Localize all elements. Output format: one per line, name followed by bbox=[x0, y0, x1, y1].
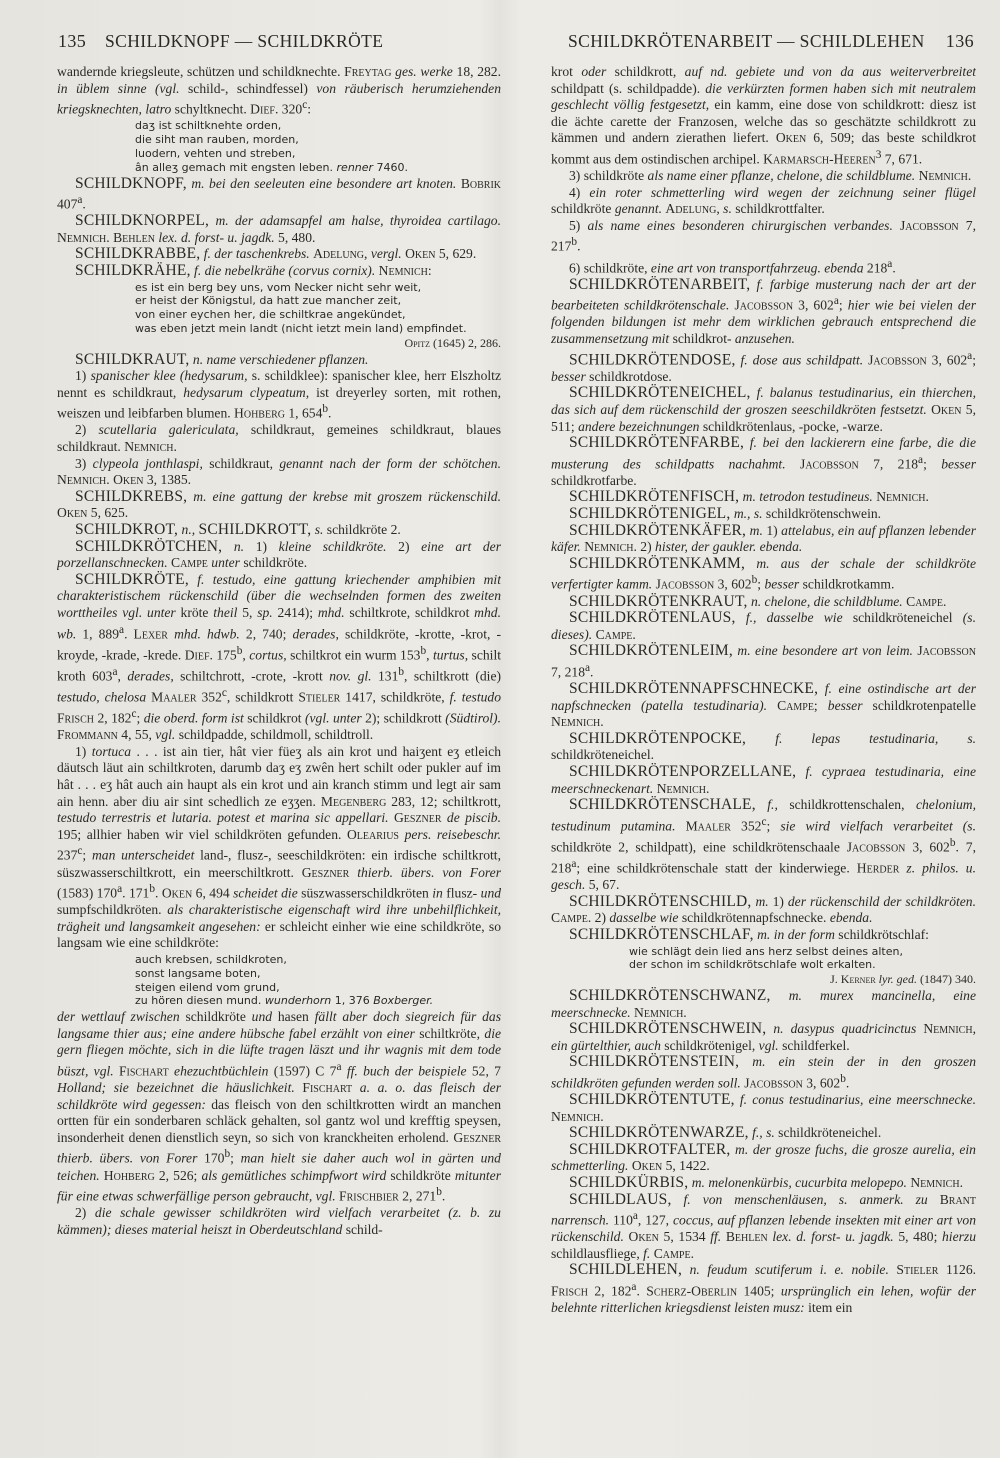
dictionary-entry: 2) die schale gewisser schildkröten wird vielfach verarbeitet (z. b. zu kämmen); dieses material heiszt in Oberdeutschland schild- bbox=[57, 1205, 501, 1237]
dictionary-entry: SCHILDKRÖTENKÄFER, m. 1) attelabus, ein auf pflanzen lebender käfer. Nemnich. 2) hister, der gaukler. ebenda. bbox=[551, 521, 976, 555]
right-page-title: SCHILDKRÖTENARBEIT — SCHILDLEHEN bbox=[568, 31, 925, 51]
left-page-header bbox=[58, 31, 498, 52]
dictionary-entry: 1) tortuca . . . ist ain tier, hât vier füeʒ als ain krot und haiʒent eʒ etleich däutsch läut ain schiltkroten, darumb daʒ eʒ zwên hert schilt oder pukler auf im hât . . . eʒ hât auch ain haupt als ein krot und ain kranch stimm und legt air sam ain henn. aber diu air sint schedlich ze eʒʒen. Megenberg 283, 12; schiltkrott, testudo terrestris et lutaria. potest et marina sic appellari. Geszner de piscib. 195; allhier haben wir viel schildkröten gefunden. Olearius pers. reisebeschr. 237$^c$; man unterscheidet land-, flusz-, seeschildkröten: ein irdische schiltkrott, süszwasserschiltkrott, ein meerschiltkrott. Geszner thierb. übers. von Forer (1583) 170$^a$. 171$^b$. Oken 6, 494 scheidet die süszwasserschildkröten in flusz- und sumpfschildkröten. als charakteristische eigenschaft wird ihre unbehilflichkeit, trägheit und langsamkeit angesehen: er schleicht einher wie eine schildkröte, so langsam wie eine schildkröte: bbox=[57, 743, 501, 951]
dictionary-entry: 6) schildkröte, eine art von transportfahrzeug. ebenda 218$^a$. bbox=[569, 257, 896, 276]
dictionary-entry: SCHILDKRÖTENSCHILD, m. 1) der rückenschild der schildkröten. Campe. 2) dasselbe wie schildkrötennapfschnecke. ebenda. bbox=[551, 892, 976, 926]
dictionary-entry: krot oder schildkrott, auf nd. gebiete und von da aus weiterverbreitet schildpatt (s. schildpadde). die verkürzten formen haben sich mit neutralem geschlecht völlig festgesetzt, ein kamm, eine dose von schildkrott: diesz ist die ächte carette der Franzosen, welche das so geschätzte schildkrott zu kämmen und andern zierathen liefert. Oken 6, 509; das beste schildkrot kommt aus dem ostindischen archipel. Karmarsch-Heeren$^3$ 7, 671. bbox=[551, 64, 976, 167]
dictionary-entry: SCHILDKRÖTENTUTE, f. conus testudinarius, eine meerschnecke. Nemnich. bbox=[551, 1091, 976, 1124]
dictionary-entry: 1) spanischer klee (hedysarum, s. schildklee): spanischer klee, herr Elszholtz nennt es schildkraut, hedysarum clypeatum, ist dreyerley sorten, mit rothen, weiszen und leibfarben blumen. Hohberg 1, 654$^b$. bbox=[57, 368, 501, 421]
quotation: auch krebsen, schildkroten, sonst langsame boten, steigen eilend vom grund, zu hören diesen mund. wunderhorn 1, 376 Boxberger. bbox=[135, 953, 434, 1008]
quotation: Opitz (1645) 2, 286. bbox=[404, 335, 501, 350]
quotation: daʒ ist schiltknehte orden, die siht man rauben, morden, luodern, vehten und streben, ân alleʒ gemach mit engsten leben. renner 7460. bbox=[135, 119, 409, 174]
dictionary-entry: SCHILDKRÖTENDOSE, f. dose aus schildpatt. Jacobsson 3, 602$^a$; besser schildkrotdose. bbox=[551, 349, 976, 384]
dictionary-entry: SCHILDKRÖTENKRAUT, n. chelone, die schildblume. Campe. bbox=[569, 592, 947, 610]
dictionary-entry: SCHILDKNOPF, m. bei den seeleuten eine besondere art knoten. Bobrik 407$^a$. bbox=[57, 174, 501, 212]
dictionary-entry: SCHILDKRABBE, f. der taschenkrebs. Adelung, vergl. Oken 5, 629. bbox=[75, 245, 477, 263]
dictionary-entry: SCHILDKRÖTENSCHLAF, m. in der form schildkrötschlaf: bbox=[569, 925, 929, 943]
dictionary-entry: SCHILDKREBS, m. eine gattung der krebse mit groszem rückenschild. Oken 5, 625. bbox=[57, 487, 501, 521]
dictionary-entry: wandernde kriegsleute, schützen und schildknechte. Freytag ges. werke 18, 282. in üblem sinne (vgl. schild-, schindfessel) von räuberisch herumziehenden kriegsknechten, latro schyltknecht. Dief. 320$^c$: bbox=[57, 64, 501, 117]
left-text-column bbox=[57, 64, 501, 1449]
quotation: J. Kerner lyr. ged. (1847) 340. bbox=[830, 972, 976, 987]
right-page-number: 136 bbox=[945, 31, 974, 51]
left-page-title: SCHILDKNOPF — SCHILDKRÖTE bbox=[104, 31, 384, 51]
dictionary-entry: SCHILDKRÖTENLAUS, f., dasselbe wie schildkröteneichel (s. dieses). Campe. bbox=[551, 609, 976, 642]
dictionary-entry: SCHILDKRÄHE, f. die nebelkrähe (corvus cornix). Nemnich: bbox=[75, 262, 432, 279]
dictionary-entry: SCHILDKRÖTENLEIM, m. eine besondere art von leim. Jacobsson 7, 218$^a$. bbox=[551, 642, 976, 680]
dictionary-entry: SCHILDKRÖTE, f. testudo, eine gattung kriechender amphibien mit charakteristischem rückenschild (über die wechselnden formen des zweiten worttheiles vgl. unter kröte theil 5, sp. 2414); mhd. schiltkrote, schildkrot mhd. wb. 1, 889$^a$. Lexer mhd. hdwb. 2, 740; derades, schildkröte, -krotte, -krot, -kroyde, -krade, -krede. Dief. 175$^b$, cortus, schiltkrot ein wurm 153$^b$, turtus, schilt kroth 603$^a$, derades, schiltchrott, -crote, -krott nov. gl. 131$^b$, schiltkrott (die) testudo, chelosa Maaler 352$^c$, schildkrott Stieler 1417, schildkröte, f. testudo Frisch 2, 182$^c$; die oberd. form ist schildkrot (vgl. unter 2); schildkrott (Südtirol). Frommann 4, 55, vgl. schildpadde, schildmoll, schildtroll. bbox=[57, 570, 501, 743]
dictionary-entry: SCHILDLAUS, f. von menschenläusen, s. anmerk. zu Brant narrensch. 110$^a$, 127, coccus, auf pflanzen lebende insekten mit einer art von rückenschild. Oken 5, 1534 ff. Behlen lex. d. forst- u. jagdk. 5, 480; hierzu schildlausfliege, f. Campe. bbox=[551, 1190, 976, 1261]
quotation: wie schlägt dein lied ans herz selbst deines alten, der schon im schildkrötschlafe wolt erkalten. bbox=[629, 944, 903, 972]
dictionary-entry: SCHILDKROT, n., SCHILDKROTT, s. schildkröte 2. bbox=[75, 521, 401, 539]
dictionary-entry: SCHILDKRÖTENEICHEL, f. balanus testudinarius, ein thierchen, das sich auf dem rückenschild der groszen seeschildkröten festsetzt. Oken 5, 511; andere bezeichnungen schildkrötenlaus, -pocke, -warze. bbox=[551, 384, 976, 434]
dictionary-entry: 5) als name eines besonderen chirurgischen verbandes. Jacobsson 7, 217$^b$. bbox=[551, 217, 976, 254]
dictionary-entry: SCHILDKRÖTENFISCH, m. tetrodon testudineus. Nemnich. bbox=[569, 488, 929, 506]
dictionary-entry: 2) scutellaria galericulata, schildkraut, gemeines schildkraut, blaues schildkraut. Nemnich. bbox=[57, 422, 501, 455]
left-page-number: 135 bbox=[58, 31, 87, 51]
dictionary-entry: SCHILDKRÖTENPORZELLANE, f. cypraea testudinaria, eine meerschneckenart. Nemnich. bbox=[551, 763, 976, 796]
dictionary-entry: SCHILDKRÖTENNAPFSCHNECKE, f. eine ostindische art der napfschnecken (patella testudinaria). Campe; besser schildkrotenpatelle Nemnich. bbox=[551, 680, 976, 730]
right-text-column bbox=[551, 64, 976, 1449]
dictionary-entry: SCHILDKRÖTENWARZE, f., s. schildkröteneichel. bbox=[569, 1124, 882, 1142]
dictionary-entry: SCHILDKRAUT, n. name verschiedener pflanzen. bbox=[75, 350, 369, 368]
dictionary-entry: 3) schildkröte als name einer pflanze, chelone, die schildblume. Nemnich. bbox=[569, 168, 972, 184]
right-page-header bbox=[568, 31, 974, 52]
dictionary-entry: SCHILDKRÖTCHEN, n. 1) kleine schildkröte. 2) eine art der porzellanschnecken. Campe unter schildkröte. bbox=[57, 537, 501, 571]
dictionary-entry: SCHILDKRÖTENIGEL, m., s. schildkrötenschwein. bbox=[569, 505, 882, 523]
dictionary-entry: SCHILDKRÖTENKAMM, m. aus der schale der schildkröte verfertigter kamm. Jacobsson 3, 602$^b$; besser schildkrotkamm. bbox=[551, 554, 976, 592]
dictionary-entry: der wettlauf zwischen schildkröte und hasen fällt aber doch siegreich für das langsame thier aus; eine andere hübsche fabel erzählt von einer schiltkröte, die gern fliegen möchte, sich in die lüfte tragen läszt und ihr wagnis mit dem tode büszt, vgl. Fischart ehezuchtbüchlein (1597) C 7$^a$ ff. buch der beispiele 52, 7 Holland; sie bezeichnet die häuslichkeit. Fischart a. a. o. das fleisch der schildkröte wird gegessen: das fleisch von den schiltkrotten wirdt an manchen ortten für ein sonderbaren schläck gehalten, sol gantz wol und krefftig speysen, insonderheit denen dienstlich seyn, so sich von kranckheiten erholend. Geszner thierb. übers. von Forer 170$^b$; man hielt sie daher auch wol in gärten und teichen. Hohberg 2, 526; als gemütliches schimpfwort wird schildkröte mitunter für eine etwas schwerfällige person gebraucht, vgl. Frischbier 2, 271$^b$. bbox=[57, 1009, 501, 1204]
dictionary-entry: SCHILDKNORPEL, m. der adamsapfel am halse, thyroidea cartilago. Nemnich. Behlen lex. d. forst- u. jagdk. 5, 480. bbox=[57, 212, 501, 245]
dictionary-entry: SCHILDKRÖTENSCHALE, f., schildkrottenschalen, chelonium, testudinum putamina. Maaler 352$^c$; sie wird vielfach verarbeitet (s. schildkröte 2, schildpatt), eine schildkrötenschaale Jacobsson 3, 602$^b$. 7, 218$^a$; eine schildkrötenschale statt der kinderwiege. Herder z. philos. u. gesch. 5, 67. bbox=[551, 796, 976, 893]
dictionary-entry: SCHILDKRÖTENSCHWEIN, n. dasypus quadricinctus Nemnich, ein gürtelthier, auch schildkrötenigel, vgl. schildferkel. bbox=[551, 1020, 976, 1053]
quotation: es ist ein berg bey uns, vom Necker nicht sehr weit, er heist der Königstul, da hatt zue mancher zeit, von einer eychen her, die schiltkrae angekündet, was eben jetzt mein landt (nicht ietzt mein land) empfindet. bbox=[135, 280, 467, 335]
dictionary-entry: SCHILDKRÖTENARBEIT, f. farbige musterung nach der art der bearbeiteten schildkrötenschale. Jacobsson 3, 602$^a$; hier wie bei vielen der folgenden bildungen ist mehr dem wirklichen gebrauch entsprechend die zusammensetzung mit schildkrot- anzusehen. bbox=[551, 275, 976, 347]
dictionary-entry: SCHILDKRÖTENPOCKE, f. lepas testudinaria, s. schildkröteneichel. bbox=[551, 729, 976, 763]
dictionary-entry: 3) clypeola jonthlaspi, schildkraut, genannt nach der form der schötchen. Nemnich. Oken 3, 1385. bbox=[57, 455, 501, 488]
dictionary-entry: SCHILDKRÖTENFARBE, f. bei den lackierern eine farbe, die die musterung des schildpatts nachahmt. Jacobsson 7, 218$^a$; besser schildkrotfarbe. bbox=[551, 434, 976, 488]
dictionary-entry: 4) ein roter schmetterling wird wegen der zeichnung seiner flügel schildkröte genannt. Adelung, s. schildkrottfalter. bbox=[551, 184, 976, 217]
dictionary-entry: SCHILDKROTFALTER, m. der grosze fuchs, die grosze aurelia, ein schmetterling. Oken 5, 1422. bbox=[551, 1140, 976, 1174]
dictionary-entry: SCHILDLEHEN, n. feudum scutiferum i. e. nobile. Stieler 1126. Frisch 2, 182$^a$. Scherz-Oberlin 1405; ursprünglich ein lehen, wofür der belehnte ritterlichen kriegsdienst leisten musz: item ein bbox=[551, 1261, 976, 1316]
dictionary-entry: SCHILDKÜRBIS, m. melonenkürbis, cucurbita melopepo. Nemnich. bbox=[569, 1173, 963, 1191]
dictionary-entry: SCHILDKRÖTENSTEIN, m. ein stein der in den groszen schildkröten gefunden werden soll. Jacobsson 3, 602$^b$. bbox=[551, 1053, 976, 1091]
dictionary-entry: SCHILDKRÖTENSCHWANZ, m. murex mancinella, eine meerschnecke. Nemnich. bbox=[551, 986, 976, 1020]
